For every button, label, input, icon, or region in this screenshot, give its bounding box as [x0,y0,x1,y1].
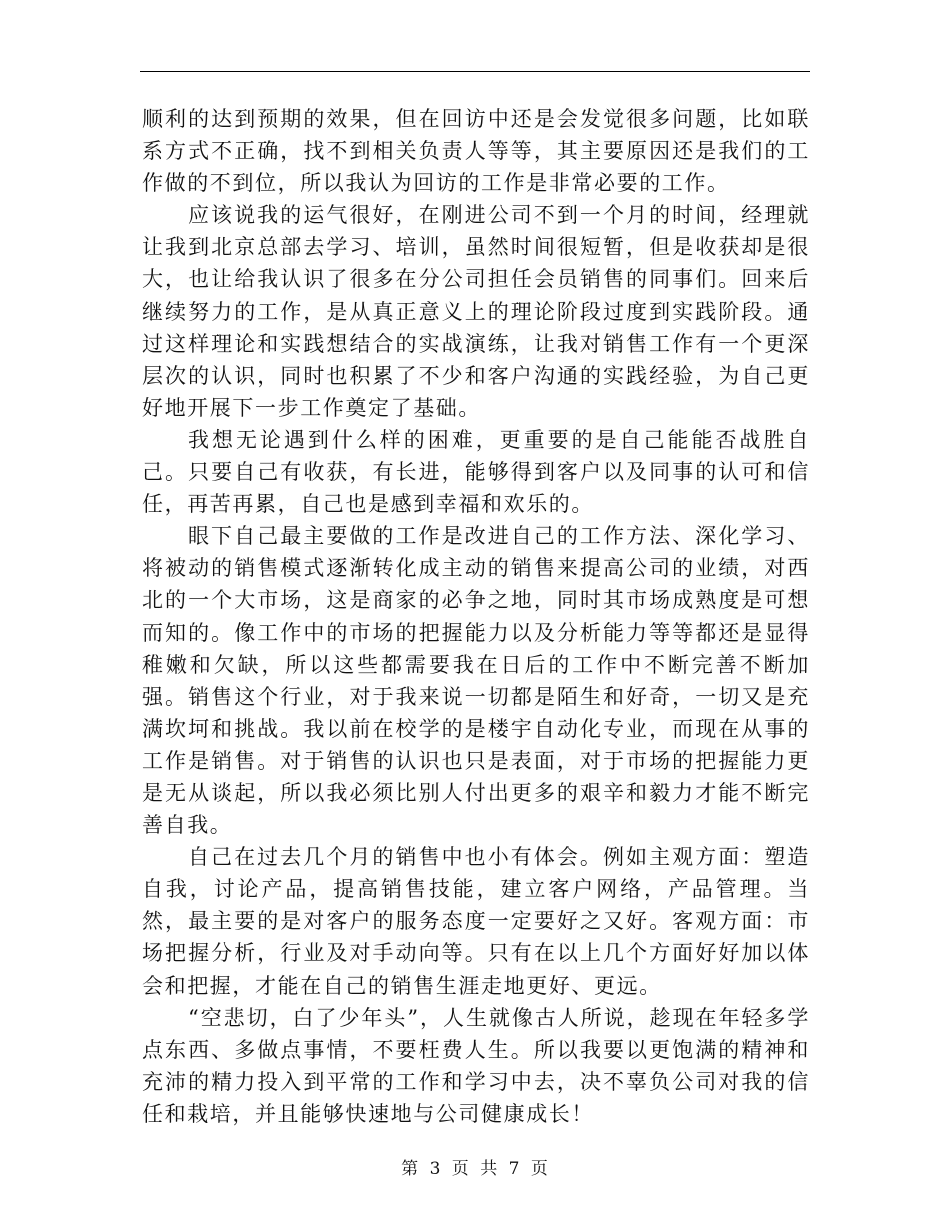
paragraph: 我想无论遇到什么样的困难，更重要的是自己能能否战胜自己。只要自己有收获，有长进，能够得到客户以及同事的认可和信任，再苦再累，自己也是感到幸福和欢乐的。 [142,427,810,517]
body-text [142,103,810,1130]
paragraph: “空悲切，白了少年头”，人生就像古人所说，趁现在年轻多学点东西、多做点事情，不要枉费人生。所以我要以更饱满的精神和充沛的精力投入到平常的工作和学习中去，决不辜负公司对我的信任和栽培，并且能够快速地与公司健康成长！ [142,1005,810,1126]
header-rule [140,71,810,72]
paragraph-continued: 顺利的达到预期的效果，但在回访中还是会发觉很多问题，比如联系方式不正确，找不到相关负责人等等，其主要原因还是我们的工作做的不到位，所以我认为回访的工作是非常必要的工作。 [142,107,810,196]
paragraph: 眼下自己最主要做的工作是改进自己的工作方法、深化学习、将被动的销售模式逐渐转化成主动的销售来提高公司的业绩，对西北的一个大市场，这是商家的必争之地，同时其市场成熟度是可想而知的。像工作中的市场的把握能力以及分析能力等等都还是显得稚嫩和欠缺，所以这些都需要我在日后的工作中不断完善不断加强。销售这个行业，对于我来说一切都是陌生和好奇，一切又是充满坎坷和挑战。我以前在校学的是楼宇自动化专业，而现在从事的工作是销售。对于销售的认识也只是表面，对于市场的把握能力更是无从谈起，所以我必须比别人付出更多的艰辛和毅力才能不断完善自我。 [142,524,810,838]
paragraph: 自己在过去几个月的销售中也小有体会。例如主观方面：塑造自我，讨论产品，提高销售技能，建立客户网络，产品管理。当然，最主要的是对客户的服务态度一定要好之又好。客观方面：市场把握分析，行业及对手动向等。只有在以上几个方面好好加以体会和把握，才能在自己的销售生涯走地更好、更远。 [142,845,810,998]
paragraph: 应该说我的运气很好，在刚进公司不到一个月的时间，经理就让我到北京总部去学习、培训，虽然时间很短暂，但是收获却是很大，也让给我认识了很多在分公司担任会员销售的同事们。回来后继续努力的工作，是从真正意义上的理论阶段过度到实践阶段。通过这样理论和实践想结合的实战演练，让我对销售工作有一个更深层次的认识，同时也积累了不少和客户沟通的实践经验，为自己更好地开展下一步工作奠定了基础。 [142,203,810,420]
page-number-footer: 第 3 页 共 7 页 [401,1159,549,1179]
